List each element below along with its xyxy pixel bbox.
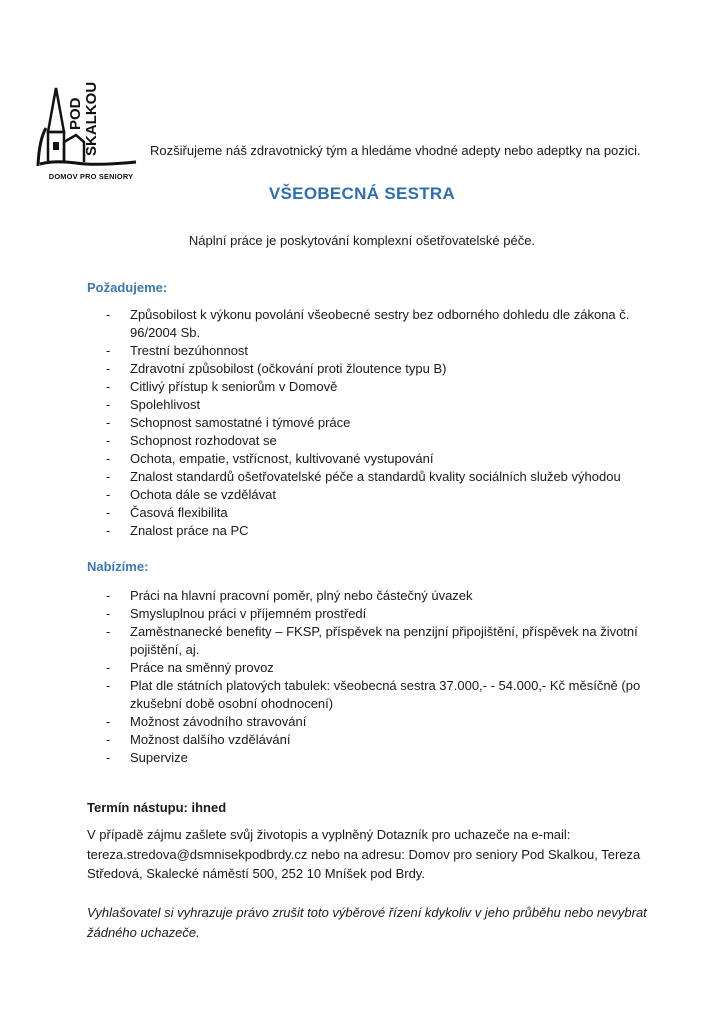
dash-bullet: - <box>106 415 111 430</box>
list-item <box>0 587 724 605</box>
contact-paragraph: V případě zájmu zašlete svůj životopis a vyplněný Dotazník pro uchazeče na e-mail: tereza.stredova@dsmnisekpodbrdy.cz nebo na adresu: Domov pro seniory Pod Skalkou, Tereza Středová, Skalecké náměstí 500, 252 10 Mníšek pod Brdy. <box>87 827 641 881</box>
requirement-text: Ochota, empatie, vstřícnost, kultivované vystupování <box>130 451 434 466</box>
requirement-text: Citlivý přístup k seniorům v Domově <box>130 379 338 394</box>
dash-bullet: - <box>106 523 111 538</box>
list-item <box>0 713 724 731</box>
offer-text: Možnost závodního stravování <box>130 714 307 729</box>
job-description: Náplní práce je poskytování komplexní ošetřovatelské péče. <box>188 233 536 248</box>
list-item <box>0 522 724 540</box>
dash-bullet: - <box>106 361 111 376</box>
requirements-list <box>0 306 724 540</box>
requirement-text: Ochota dále se vzdělávat <box>130 487 276 502</box>
offer-text: Možnost dalšího vzdělávání <box>130 732 291 747</box>
offer-text: Zaměstnanecké benefity – FKSP, příspěvek na penzijní připojištění, příspěvek na životní pojištění, aj. <box>130 624 638 657</box>
requirement-text: Spolehlivost <box>130 397 201 412</box>
start-date: Termín nástupu: ihned <box>87 800 227 815</box>
disclaimer-paragraph: Vyhlašovatel si vyhrazuje právo zrušit toto výběrové řízení kdykoliv v jeho průběhu nebo nevybrat žádného uchazeče. <box>87 905 647 940</box>
list-item <box>0 432 724 450</box>
requirement-text: Trestní bezúhonnost <box>130 343 249 358</box>
dash-bullet: - <box>106 624 111 639</box>
list-item <box>0 450 724 468</box>
logo-caption: DOMOV PRO SENIORY <box>48 172 134 181</box>
dash-bullet: - <box>106 714 111 729</box>
job-title: VŠEOBECNÁ SESTRA <box>268 184 456 203</box>
church-logo-icon <box>36 80 146 172</box>
list-item <box>0 468 724 486</box>
dash-bullet: - <box>106 750 111 765</box>
offer-text: Práci na hlavní pracovní poměr, plný nebo částečný úvazek <box>130 588 473 603</box>
dash-bullet: - <box>106 307 111 322</box>
offer-list <box>0 587 724 767</box>
dash-bullet: - <box>106 588 111 603</box>
dash-bullet: - <box>106 343 111 358</box>
dash-bullet: - <box>106 397 111 412</box>
list-item <box>0 605 724 623</box>
dash-bullet: - <box>106 660 111 675</box>
logo-word-pod: POD <box>67 97 84 130</box>
offer-text: Práce na směnný provoz <box>130 660 274 675</box>
requirement-text: Znalost práce na PC <box>130 523 249 538</box>
offer-text: Smysluplnou práci v příjemném prostředí <box>130 606 367 621</box>
list-item <box>0 414 724 432</box>
requirement-text: Způsobilost k výkonu povolání všeobecné sestry bez odborného dohledu dle zákona č. 96/2004 Sb. <box>130 307 630 340</box>
requirement-text: Schopnost samostatné i týmové práce <box>130 415 351 430</box>
offer-text: Supervize <box>130 750 188 765</box>
list-item <box>0 396 724 414</box>
intro-text: Rozšiřujeme náš zdravotnický tým a hledáme vhodné adepty nebo adeptky na pozici. <box>150 143 641 158</box>
list-item <box>0 659 724 677</box>
list-item <box>0 486 724 504</box>
dash-bullet: - <box>106 469 111 484</box>
list-item <box>0 623 724 659</box>
requirement-text: Schopnost rozhodovat se <box>130 433 277 448</box>
dash-bullet: - <box>106 678 111 693</box>
requirement-text: Znalost standardů ošetřovatelské péče a standardů kvality sociálních služeb výhodou <box>130 469 621 484</box>
logo-word-skalkou: SKALKOU <box>83 81 100 156</box>
dash-bullet: - <box>106 451 111 466</box>
requirement-text: Zdravotní způsobilost (očkování proti žloutence typu B) <box>130 361 447 376</box>
dash-bullet: - <box>106 732 111 747</box>
list-item <box>0 306 724 342</box>
dash-bullet: - <box>106 505 111 520</box>
organization-logo <box>36 80 146 188</box>
offer-text: Plat dle státních platových tabulek: všeobecná sestra 37.000,- - 54.000,- Kč měsíčně (po zkušební době osobní ohodnocení) <box>130 678 641 711</box>
requirement-text: Časová flexibilita <box>130 505 228 520</box>
offer-heading: Nabízíme: <box>87 559 149 574</box>
requirements-heading: Požadujeme: <box>87 280 168 295</box>
list-item <box>0 749 724 767</box>
list-item <box>0 677 724 713</box>
list-item <box>0 360 724 378</box>
dash-bullet: - <box>106 433 111 448</box>
dash-bullet: - <box>106 379 111 394</box>
dash-bullet: - <box>106 487 111 502</box>
list-item <box>0 342 724 360</box>
list-item <box>0 731 724 749</box>
list-item <box>0 504 724 522</box>
dash-bullet: - <box>106 606 111 621</box>
list-item <box>0 378 724 396</box>
